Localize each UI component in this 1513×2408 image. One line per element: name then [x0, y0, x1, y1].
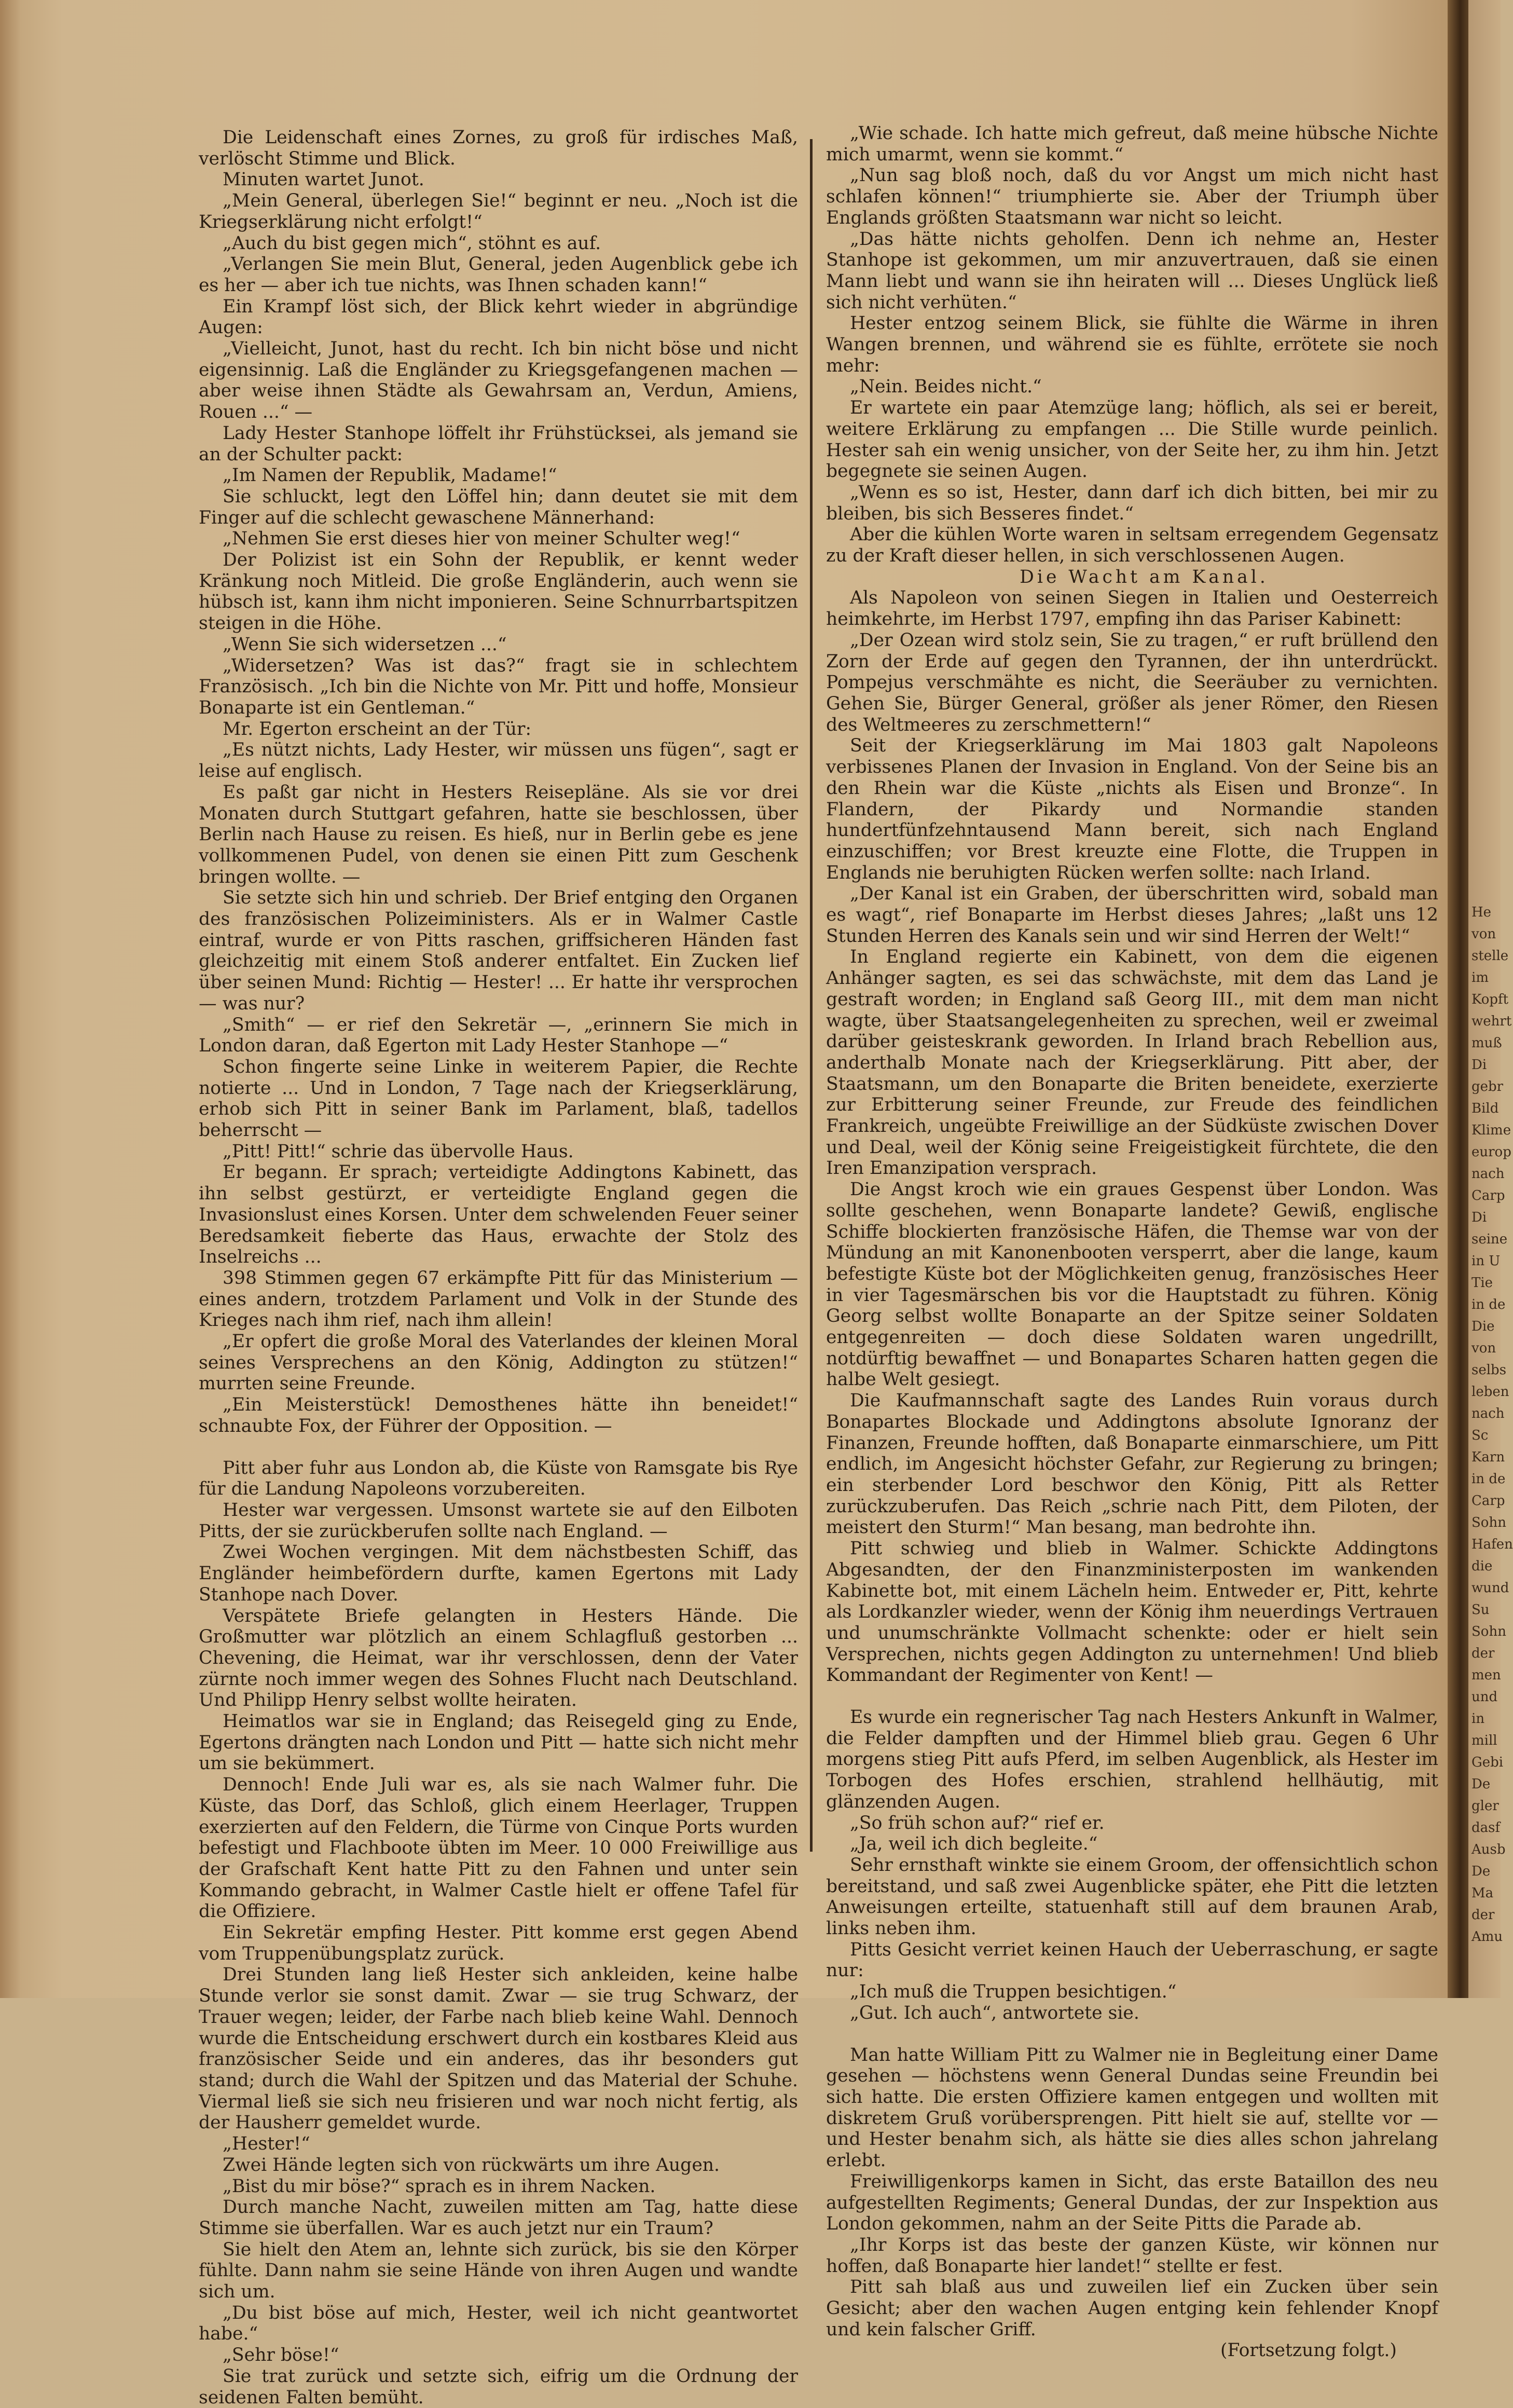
- paragraph: Sie setzte sich hin und schrieb. Der Brief entging den Organen des französischen Polizeiministers. Als er in Walmer Castle eintraf, wurde er von Pitts raschen, griffsicheren Händen fast gleichzeitig mit einem Stoß anderer entfaltet. Ein Zucken lief über seinen Mund: Richtig — Hester! ... Er hatte ihr versprochen — was nur?: [199, 887, 798, 1014]
- paragraph: Als Napoleon von seinen Siegen in Italien und Oesterreich heimkehrte, im Herbst 1797, empfing ihn das Pariser Kabinett:: [826, 587, 1438, 630]
- paragraph: „Er opfert die große Moral des Vaterlandes der kleinen Moral seines Versprechens an den König, Addington zu stützen!“ murrten seine Freunde.: [199, 1331, 798, 1394]
- next-page-fragment: in de: [1471, 1471, 1506, 1487]
- paragraph: „Nein. Beides nicht.“: [850, 376, 1042, 398]
- next-page-fragment: im: [1471, 970, 1489, 986]
- next-page-fragment: gebr: [1471, 1079, 1504, 1094]
- paragraph: Sie hielt den Atem an, lehnte sich zurück, bis sie den Körper fühlte. Dann nahm sie seine Hände von ihren Augen und wandte sich um.: [199, 2239, 798, 2303]
- paragraph: Minuten wartet Junot.: [223, 169, 424, 190]
- next-page-fragment: der: [1471, 1907, 1495, 1923]
- paragraph: Es wurde ein regnerischer Tag nach Hesters Ankunft in Walmer, die Felder dampften und der Himmel blieb grau. Gegen 6 Uhr morgens stieg Pitt aufs Pferd, im selben Augenblick, als Hester im Torbogen des Hofes erschien, strahlend hellhäutig, mit glänzenden Augen.: [826, 1707, 1438, 1812]
- next-page-fragment: Su: [1471, 1602, 1490, 1618]
- paragraph: „So früh schon auf?“ rief er.: [850, 1812, 1105, 1834]
- next-page-fragment: nach: [1471, 1406, 1505, 1421]
- paragraph: Die Leidenschaft eines Zornes, zu groß für irdisches Maß, verlöscht Stimme und Blick.: [199, 127, 798, 169]
- next-page-fragment: Tie: [1471, 1275, 1493, 1291]
- paragraph: „Nehmen Sie erst dieses hier von meiner Schulter weg!“: [223, 528, 740, 550]
- paragraph: „Gut. Ich auch“, antwortete sie.: [850, 2002, 1139, 2023]
- continuation-note: (Fortsetzung folgt.): [1220, 2340, 1397, 2361]
- paragraph: „Bist du mir böse?“ sprach es in ihrem Nacken.: [223, 2176, 656, 2197]
- paragraph: „Du bist böse auf mich, Hester, weil ich nicht geantwortet habe.“: [199, 2302, 798, 2345]
- next-page-fragment: Di: [1471, 1057, 1487, 1073]
- next-page-fragment: Kopft: [1471, 992, 1509, 1007]
- next-page-fragment: europ: [1471, 1144, 1511, 1160]
- paragraph: Sehr ernsthaft winkte sie einem Groom, der offensichtlich schon bereitstand, und saß zwei Augenblicke später, ehe Pitt die letzten Anweisungen erteilte, statuenhaft still auf dem braunen Arab, links neben ihm.: [826, 1854, 1438, 1939]
- paragraph: Ein Sekretär empfing Hester. Pitt komme erst gegen Abend vom Truppenübungsplatz zurück.: [199, 1922, 798, 1964]
- paragraph: „Vielleicht, Junot, hast du recht. Ich bin nicht böse und nicht eigensinnig. Laß die Engländer zu Kriegsgefangenen machen — aber weise ihnen Städte als Gewahrsam an, Verdun, Amiens, Rouen ...“ —: [199, 338, 798, 423]
- paragraph: „Nun sag bloß noch, daß du vor Angst um mich nicht hast schlafen können!“ triumphierte sie. Aber der Triumph über Englands größten Staatsmann war nicht so leicht.: [826, 165, 1438, 228]
- next-page-fragment: Karn: [1471, 1449, 1505, 1465]
- next-page-fragment: Sohn: [1471, 1515, 1506, 1530]
- next-page-fragment: Ausb: [1471, 1842, 1506, 1857]
- next-page-fragment: Sc: [1471, 1428, 1489, 1443]
- paragraph: „Wenn es so ist, Hester, dann darf ich dich bitten, bei mir zu bleiben, bis sich Besseres findet.“: [826, 482, 1438, 524]
- paragraph: Pitt sah blaß aus und zuweilen lief ein Zucken über sein Gesicht; aber den wachen Augen entging kein fehlender Knopf und kein falscher Griff.: [826, 2277, 1438, 2340]
- paragraph: 398 Stimmen gegen 67 erkämpfte Pitt für das Ministerium — eines andern, trotzdem Parlament und Volk in der Stunde des Krieges nach ihm rief, nach ihm allein!: [199, 1267, 798, 1331]
- next-page-fragment: selbs: [1471, 1362, 1507, 1378]
- paragraph: Man hatte William Pitt zu Walmer nie in Begleitung einer Dame gesehen — höchstens wenn General Dundas seine Freundin bei sich hatte. Die ersten Offiziere kamen entgegen und wollten mit diskretem Gruß vorübersprengen. Pitt hielt sie auf, stellte vor — und Hester benahm sich, als hätte sie dies alles schon jahrelang erlebt.: [826, 2044, 1438, 2171]
- paragraph: Pitt schwieg und blieb in Walmer. Schickte Addingtons Abgesandten, der den Finanzministerposten im wankenden Kabinette bot, mit einem Lächeln heim. Entweder er, Pitt, kehrte als Lordkanzler wieder, wenn der König ihm neuerdings Vertrauen und unumschränkte Vollmacht schenkte: oder er hielt sein Versprechen, nichts gegen Addington zu unternehmen! Und blieb Kommandant der Regimenter von Kent! —: [826, 1538, 1438, 1686]
- next-page-fragment: gler: [1471, 1798, 1499, 1814]
- paragraph: Mr. Egerton erscheint an der Tür:: [223, 718, 532, 740]
- paragraph: Lady Hester Stanhope löffelt ihr Frühstücksei, als jemand sie an der Schulter packt:: [199, 422, 798, 465]
- paragraph: Heimatlos war sie in England; das Reisegeld ging zu Ende, Egertons drängten nach London und Pitt — hatte sich nicht mehr um sie bekümmert.: [199, 1711, 798, 1774]
- paragraph: „Widersetzen? Was ist das?“ fragt sie in schlechtem Französisch. „Ich bin die Nichte von Mr. Pitt und hoffe, Monsieur Bonaparte ist ein Gentleman.“: [199, 655, 798, 718]
- next-page-fragment: De: [1471, 1864, 1491, 1879]
- next-page-fragment: wund: [1471, 1580, 1509, 1596]
- paragraph: Die Kaufmannschaft sagte des Landes Ruin voraus durch Bonapartes Blockade und Addingtons absolute Ignoranz der Finanzen, Freunde hofften, daß Bonaparte einmarschiere, um Pitt endlich, im Angesicht höchster Gefahr, zur Regierung zu bringen; ein sterbender Lord beschwor den König, Pitt als Retter zurückzuberufen. Das Reich „schrie nach Pitt, dem Piloten, der meistert den Sturm!“ Man besang, man bedrohte ihn.: [826, 1390, 1438, 1538]
- paragraph: Aber die kühlen Worte waren in seltsam erregendem Gegensatz zu der Kraft dieser hellen, in sich verschlossenen Augen.: [826, 524, 1438, 567]
- paragraph: „Wie schade. Ich hatte mich gefreut, daß meine hübsche Nichte mich umarmt, wenn sie kommt.“: [826, 123, 1438, 165]
- next-page-edge: [1468, 0, 1513, 1998]
- next-page-fragment: Bild: [1471, 1101, 1499, 1116]
- paragraph: Die Angst kroch wie ein graues Gespenst über London. Was sollte geschehen, wenn Bonaparte landete? Gewiß, englische Schiffe blockierten französische Häfen, die Themse war von der Mündung an mit Kanonenbooten versperrt, aber die lange, kaum befestigte Küste bot der Möglichkeiten genug, französisches Heer in vier Tagesmärschen bis vor die Hauptstadt zu führen. König Georg selbst wollte Bonaparte an der Spitze seiner Soldaten entgegenreiten — doch diese Soldaten waren ungedrillt, notdürftig bewaffnet — und Bonapartes Scharen hatten gegen die halbe Welt gesiegt.: [826, 1179, 1438, 1390]
- paragraph: „Auch du bist gegen mich“, stöhnt es auf.: [223, 232, 601, 254]
- right-column-part2: [826, 587, 1438, 2340]
- next-page-fragment: in de: [1471, 1297, 1506, 1312]
- next-page-fragment: von: [1471, 926, 1496, 942]
- next-page-fragment: wehrt: [1471, 1014, 1512, 1029]
- paragraph: „Verlangen Sie mein Blut, General, jeden Augenblick gebe ich es her — aber ich tue nichts, was Ihnen schaden kann!“: [199, 254, 798, 296]
- paragraph: Zwei Wochen vergingen. Mit dem nächstbesten Schiff, das Engländer heimbefördern durfte, kamen Egertons mit Lady Stanhope nach Dover.: [199, 1542, 798, 1605]
- left-column: [199, 127, 798, 2408]
- book-gutter: [1448, 0, 1468, 1998]
- next-page-fragment: He: [1471, 905, 1492, 920]
- next-page-fragment: Die: [1471, 1319, 1495, 1334]
- next-page-fragment: stelle: [1471, 948, 1509, 964]
- paragraph: Pitts Gesicht verriet keinen Hauch der Ueberraschung, er sagte nur:: [826, 1939, 1438, 1981]
- paragraph: „Ja, weil ich dich begleite.“: [850, 1834, 1098, 1855]
- paragraph: Pitt aber fuhr aus London ab, die Küste von Ramsgate bis Rye für die Landung Napoleons vorzubereiten.: [199, 1457, 798, 1500]
- paragraph: Der Polizist ist ein Sohn der Republik, er kennt weder Kränkung noch Mitleid. Die große Engländerin, auch wenn sie hübsch ist, kann ihm nicht imponieren. Seine Schnurrbartspitzen steigen in die Höhe.: [199, 550, 798, 634]
- next-page-fragment: men: [1471, 1667, 1501, 1683]
- paragraph: „Wenn Sie sich widersetzen ...“: [223, 634, 507, 655]
- next-page-fragment: in: [1471, 1711, 1485, 1727]
- next-page-fragment: die: [1471, 1558, 1493, 1574]
- paragraph: Sie schluckt, legt den Löffel hin; dann deutet sie mit dem Finger auf die schlecht gewaschene Männerhand:: [199, 486, 798, 528]
- paragraph: Hester entzog seinem Blick, sie fühlte die Wärme in ihren Wangen brennen, und während sie es fühlte, errötete sie noch mehr:: [826, 313, 1438, 376]
- next-page-fragment: Sohn: [1471, 1624, 1506, 1639]
- paragraph: „Im Namen der Republik, Madame!“: [223, 465, 557, 486]
- paragraph: Hester war vergessen. Umsonst wartete sie auf den Eilboten Pitts, der sie zurückberufen sollte nach England. —: [199, 1500, 798, 1542]
- paragraph: Er begann. Er sprach; verteidigte Addingtons Kabinett, das ihn selbst gestürzt, er verteidigte England gegen die Invasionslust eines Korsen. Unter dem schwelenden Feuer seiner Beredsamkeit fieberte das Haus, erwachte der Stolz des Inselreichs ...: [199, 1162, 798, 1268]
- paragraph: Er wartete ein paar Atemzüge lang; höflich, als sei er bereit, weitere Erklärung zu empfangen ... Die Stille wurde peinlich. Hester sah ein wenig unsicher, von der Seite her, zu ihm hin. Jetzt begegnete sie seinen Augen.: [826, 398, 1438, 482]
- paragraph: Verspätete Briefe gelangten in Hesters Hände. Die Großmutter war plötzlich an einem Schlagfluß gestorben ... Chevening, die Heimat, war ihr verschlossen, denn der Vater zürnte noch immer wegen des Sohnes Flucht nach Deutschland. Und Philipp Henry selbst wollte heiraten.: [199, 1605, 798, 1711]
- next-page-fragment: Amu: [1471, 1929, 1503, 1945]
- paragraph: „Ich muß die Truppen besichtigen.“: [850, 1981, 1177, 2003]
- paragraph: „Der Kanal ist ein Graben, der überschritten wird, sobald man es wagt“, rief Bonaparte im Herbst dieses Jahres; „laßt uns 12 Stunden Herren des Kanals sein und wir sind Herren der Welt!“: [826, 883, 1438, 947]
- next-page-fragment: leben: [1471, 1384, 1509, 1400]
- section-heading: Die Wacht am Kanal.: [1020, 566, 1269, 587]
- paragraph: In England regierte ein Kabinett, von dem die eigenen Anhänger sagten, es sei das schwächste, mit dem das Land je gestraft worden; in England saß Georg III., mit dem man nicht wagte, über Staatsangelegenheiten zu sprechen, weil er zweimal darüber geisteskrank geworden. In Irland brach Rebellion aus, anderthalb Monate nach der Kriegserklärung. Pitt aber, der Staatsmann, um den Bonaparte die Briten beneidete, exerzierte zur Erbitterung seiner Freunde, zur Freude des feindlichen Frankreich, ungeübte Freiwillige an der Südküste zwischen Dover und Deal, weil der König seine Freigeistigkeit fürchtete, die den Iren Emanzipation versprach.: [826, 947, 1438, 1179]
- next-page-fragment: in U: [1471, 1253, 1501, 1269]
- column-rule: [810, 139, 813, 1852]
- next-page-fragment: von: [1471, 1340, 1496, 1356]
- next-page-fragment: muß: [1471, 1035, 1502, 1051]
- next-page-fragment: Hafen: [1471, 1537, 1513, 1552]
- paragraph: „Ihr Korps ist das beste der ganzen Küste, wir können nur hoffen, daß Bonaparte hier landet!“ stellte er fest.: [826, 2234, 1438, 2277]
- paragraph: „Mein General, überlegen Sie!“ beginnt er neu. „Noch ist die Kriegserklärung nicht erfolgt!“: [199, 190, 798, 232]
- paragraph: „Der Ozean wird stolz sein, Sie zu tragen,“ er ruft brüllend den Zorn der Erde auf gegen den Tyrannen, der ihn unterdrückt. Pompejus verschmähte es nicht, die Seeräuber zu vernichten. Gehen Sie, Bürger General, größer als jener Römer, den Riesen des Weltmeeres zu zerschmettern!“: [826, 630, 1438, 735]
- next-page-fragment: Klime: [1471, 1123, 1511, 1138]
- paragraph: „Es nützt nichts, Lady Hester, wir müssen uns fügen“, sagt er leise auf englisch.: [199, 740, 798, 782]
- next-page-fragment: Ma: [1471, 1885, 1494, 1901]
- paragraph: Durch manche Nacht, zuweilen mitten am Tag, hatte diese Stimme sie überfallen. War es auch jetzt nur ein Traum?: [199, 2197, 798, 2239]
- next-page-fragment: dasf: [1471, 1820, 1501, 1836]
- paragraph: Drei Stunden lang ließ Hester sich ankleiden, keine halbe Stunde verlor sie sonst damit. Zwar — sie trug Schwarz, der Trauer wegen; leider, der Farbe nach blieb keine Wahl. Dennoch wurde die Entscheidung erschwert durch ein kostbares Kleid aus französischer Seide und ein anderes, das ihr besonders gut stand; durch die Wahl der Spitzen und das Material der Schuhe. Viermal ließ sie sich neu frisieren und war noch nicht fertig, als der Hausherr gemeldet wurde.: [199, 1964, 798, 2133]
- next-page-fragment: der: [1471, 1646, 1495, 1661]
- paragraph: „Das hätte nichts geholfen. Denn ich nehme an, Hester Stanhope ist gekommen, um mir anzuvertrauen, daß sie einen Mann liebt und wann sie ihn heiraten will ... Dieses Unglück ließ sich nicht verhüten.“: [826, 228, 1438, 313]
- right-column-part1: [826, 123, 1438, 567]
- paragraph: Es paßt gar nicht in Hesters Reisepläne. Als sie vor drei Monaten durch Stuttgart gefahren, hatte sie beschlossen, über Berlin nach Hause zu reisen. Es hieß, nur in Berlin gebe es jene vollkommenen Pudel, von denen sie einen Pitt zum Geschenk bringen wollte. —: [199, 782, 798, 887]
- next-page-fragment: Gebi: [1471, 1755, 1504, 1770]
- paragraph: Dennoch! Ende Juli war es, als sie nach Walmer fuhr. Die Küste, das Dorf, das Schloß, glich einem Heerlager, Truppen exerzierten auf den Feldern, die Türme von Cinque Ports wurden befestigt und Flachboote übten im Meer. 10 000 Freiwillige aus der Grafschaft Kent hatte Pitt zu den Fahnen und unter sein Kommando gebracht, in Walmer Castle hielt er offene Tafel für die Offiziere.: [199, 1774, 798, 1922]
- paragraph: Freiwilligenkorps kamen in Sicht, das erste Bataillon des neu aufgestellten Regiments; General Dundas, der zur Inspektion aus London gekommen, nahm an der Seite Pitts die Parade ab.: [826, 2171, 1438, 2235]
- next-page-fragment: seine: [1471, 1232, 1508, 1247]
- next-page-fragment: Di: [1471, 1210, 1487, 1225]
- next-page-fragment: De: [1471, 1776, 1491, 1792]
- paragraph: Seit der Kriegserklärung im Mai 1803 galt Napoleons verbissenes Planen der Invasion in England. Von der Seine bis an den Rhein war die Küste „nichts als Eisen und Bronze“. In Flandern, der Pikardy und Normandie standen hundertfünfzehntausend Mann bereit, sich nach England einzuschiffen; vor Brest kreuzte eine Flotte, die Truppen in Englands nie beruhigten Rücken werfen sollte: nach Irland.: [826, 735, 1438, 883]
- paragraph: Zwei Hände legten sich von rückwärts um ihre Augen.: [223, 2154, 720, 2176]
- paragraph: Schon fingerte seine Linke in weiterem Papier, die Rechte notierte ... Und in London, 7 Tage nach der Kriegserklärung, erhob sich Pitt in seiner Bank im Parlament, blaß, tadellos beherrscht —: [199, 1056, 798, 1141]
- next-page-fragment: nach: [1471, 1166, 1505, 1182]
- right-column: [826, 123, 1438, 2361]
- paragraph: „Smith“ — er rief den Sekretär —, „erinnern Sie mich in London daran, daß Egerton mit Lady Hester Stanhope —“: [199, 1014, 798, 1057]
- paragraph: Sie trat zurück und setzte sich, eifrig um die Ordnung der seidenen Falten bemüht.: [199, 2365, 798, 2408]
- next-page-fragment: mill: [1471, 1733, 1497, 1748]
- paragraph: „Ein Meisterstück! Demosthenes hätte ihn beneidet!“ schnaubte Fox, der Führer der Opposition. —: [199, 1394, 798, 1436]
- paragraph: „Hester!“: [223, 2133, 310, 2155]
- paragraph: „Sehr böse!“: [223, 2345, 339, 2366]
- paragraph: Ein Krampf löst sich, der Blick kehrt wieder in abgründige Augen:: [199, 296, 798, 338]
- next-page-fragment: und: [1471, 1689, 1498, 1705]
- next-page-fragment: Carp: [1471, 1188, 1505, 1203]
- next-page-fragment: Carp: [1471, 1493, 1505, 1509]
- paragraph: „Pitt! Pitt!“ schrie das übervolle Haus.: [223, 1141, 574, 1162]
